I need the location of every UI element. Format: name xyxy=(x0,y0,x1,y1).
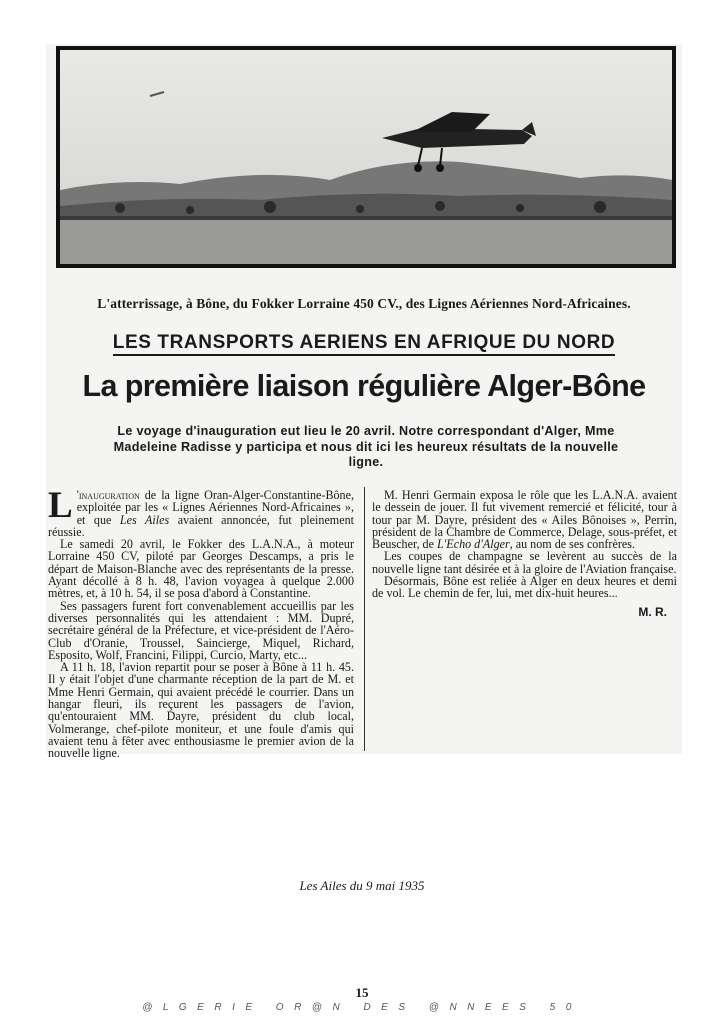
article-headline: La première liaison régulière Alger-Bône xyxy=(82,369,646,403)
paragraph-6: Les coupes de champagne se levèrent au succès de la nouvelle ligne tant désirée et à la gloire de l'Aviation française. xyxy=(372,549,677,576)
paragraph-4: A 11 h. 18, l'avion repartit pour se poser à Bône à 11 h. 45. Il y était l'objet d'une charmante réception de la part de M. et Mme Henri Germain, qui avaient précédé le courrier. Dans un hangar fleuri, ils reçurent les passagers de l'avion, qu'entouraient MM. Dayre, président du club local, Volmerange, chef-pilote moniteur, et une foule d'amis qui avaient tenu à fêter avec enthousiasme le premier avion de la nouvelle ligne. xyxy=(48,660,354,761)
section-kicker xyxy=(46,332,682,354)
paragraph-1 xyxy=(48,485,354,539)
paragraph-1-italic: Les Ailes xyxy=(119,512,170,527)
aircraft-landing-photo xyxy=(56,46,676,268)
drop-cap: L xyxy=(48,485,73,526)
article-lead: Le voyage d'inauguration eut lieu le 20 avril. Notre correspondant d'Alger, Mme Madeleine Radisse y participa et nous dit ici les heureux résultats de la nouvelle ligne. xyxy=(113,424,619,469)
paragraph-1-smallcaps: 'inauguration xyxy=(76,488,140,502)
paragraph-3: Ses passagers furent fort convenablement accueillis par les diverses personnalités qui les attendaient : MM. Dupré, secrétaire général de la Préfecture, et vice-président de l'Aéro-Club d'Oranie, Troussel, Saincierge, Miquel, Richard, Esposito, Wolf, Francini, Filippi, Curcio, Marty, etc... xyxy=(48,598,354,662)
newspaper-clipping xyxy=(46,44,682,761)
photo-caption: L'atterrissage, à Bône, du Fokker Lorraine 450 CV., des Lignes Aériennes Nord-Africaines. xyxy=(97,296,631,311)
paragraph-5-text-a: M. Henri Germain exposa le rôle que les L.A.N.A. avaient le dessein de jouer. Il fut vivement remercié et félicité, tour à tour par M. Dayre, président des « Ailes Bônoises », Perrin, président de la Chambre de Commerce, Delage, sous-préfet, et Beuscher, de xyxy=(372,488,677,552)
column-divider xyxy=(364,487,365,751)
page-footer: @LGERIE OR@N DES @NNEES 50 xyxy=(142,1002,582,1013)
paragraph-1-text-a: de la ligne Oran-Alger-Constantine-Bône, exploitée par les « Lignes Aériennes Nord-Africaines », et que xyxy=(76,488,354,527)
article-column-right xyxy=(372,489,677,618)
paragraph-5 xyxy=(372,489,677,550)
photo-image xyxy=(60,50,672,264)
article-column-left xyxy=(48,485,354,761)
paragraph-5-text-b: , au nom de ses confrères. xyxy=(509,537,635,552)
paragraph-5-italic: L'Echo d'Alger xyxy=(437,537,510,552)
kicker-text: LES TRANSPORTS AERIENS EN AFRIQUE DU NORD xyxy=(113,332,615,356)
paragraph-1-text-b: avaient annoncée, fut pleinement réussie. xyxy=(48,512,354,539)
paragraph-7: Désormais, Bône est reliée à Alger en deux heures et demi de vol. Le chemin de fer, lui, met dix-huit heures... xyxy=(372,574,677,601)
source-citation: Les Ailes du 9 mai 1935 xyxy=(299,878,425,893)
paragraph-2: Le samedi 20 avril, le Fokker des L.A.N.A., à moteur Lorraine 450 CV, piloté par Georges Descamps, a pris le départ de Maison-Blanche avec des représentants de la presse. Ayant décollé à 8 h. 48, l'avion voyagea à quelque 2.000 mètres, et, à 10 h. 54, il se posa d'abord à Constantine. xyxy=(48,537,354,601)
author-signature: M. R. xyxy=(638,604,667,619)
page-number: 15 xyxy=(355,985,369,1000)
